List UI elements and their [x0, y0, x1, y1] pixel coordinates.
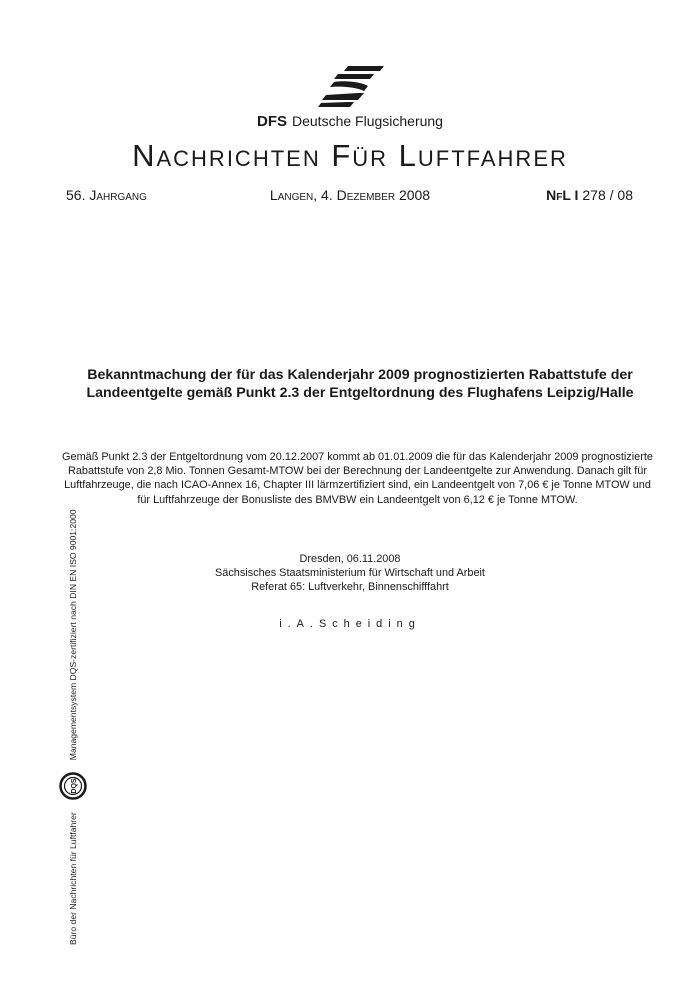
- brand-abbreviation: DFS: [257, 113, 287, 130]
- seal-text: DQS: [71, 778, 78, 794]
- brand-line: [0, 113, 700, 130]
- nfl-number: 278 / 08: [582, 187, 633, 203]
- body-line: für Luftfahrzeuge der Bonusliste des BMVBW ein Landeentgelt von 6,12 € je Tonne MTOW.: [137, 493, 578, 506]
- page-title: Nachrichten Für Luftfahrer: [132, 138, 568, 173]
- nfl-label: NfL I: [546, 187, 579, 203]
- body-line: Gemäß Punkt 2.3 der Entgeltordnung vom 20.12.2007 kommt ab 01.01.2009 die für das Kalenderjahr 2009 prognostizierte: [62, 451, 653, 463]
- announcement-headline: [60, 366, 660, 402]
- body-line: Luftfahrzeuge, die nach ICAO-Annex 16, Chapter III lärmzertifiziert sind, ein Landeentgelt von 7,06 € je Tonne MTOW und: [64, 479, 651, 492]
- headline-line: Landeentgelte gemäß Punkt 2.3 der Entgeltordnung des Flughafens Leipzig/Halle: [86, 385, 634, 401]
- signature-department: Referat 65: Luftverkehr, Binnenschifffahrt: [251, 581, 449, 594]
- body-line: Rabattstufe von 2,8 Mio. Tonnen Gesamt-MTOW bei der Berechnung der Landeentgelte zur Anwendung. Danach gilt für: [68, 465, 647, 478]
- jahrgang: 56. Jahrgang: [66, 187, 147, 203]
- vertical-sidebar: [59, 509, 87, 945]
- announcement-body: [60, 450, 655, 507]
- headline-line: Bekanntmachung der für das Kalenderjahr 2009 prognostizierten Rabattstufe der: [87, 367, 633, 383]
- signature-block: [0, 552, 700, 595]
- dfs-logo-icon: [318, 64, 384, 108]
- signature-place-date: Dresden, 06.11.2008: [299, 553, 401, 565]
- signer-name: i.A.Scheiding: [279, 618, 421, 630]
- certification-label: Managementsystem DQS-zertifiziert nach DIN EN ISO 9001:2000: [68, 509, 78, 761]
- brand-name: Deutsche Flugsicherung: [292, 113, 443, 129]
- signature-ministry: Sächsisches Staatsministerium für Wirtschaft und Arbeit: [215, 567, 485, 580]
- issue-number: [546, 187, 633, 203]
- place-and-date: Langen, 4. Dezember 2008: [269, 187, 431, 203]
- dqs-seal-icon: [59, 772, 87, 800]
- office-label: Büro der Nachrichten für Luftfahrer: [68, 812, 78, 945]
